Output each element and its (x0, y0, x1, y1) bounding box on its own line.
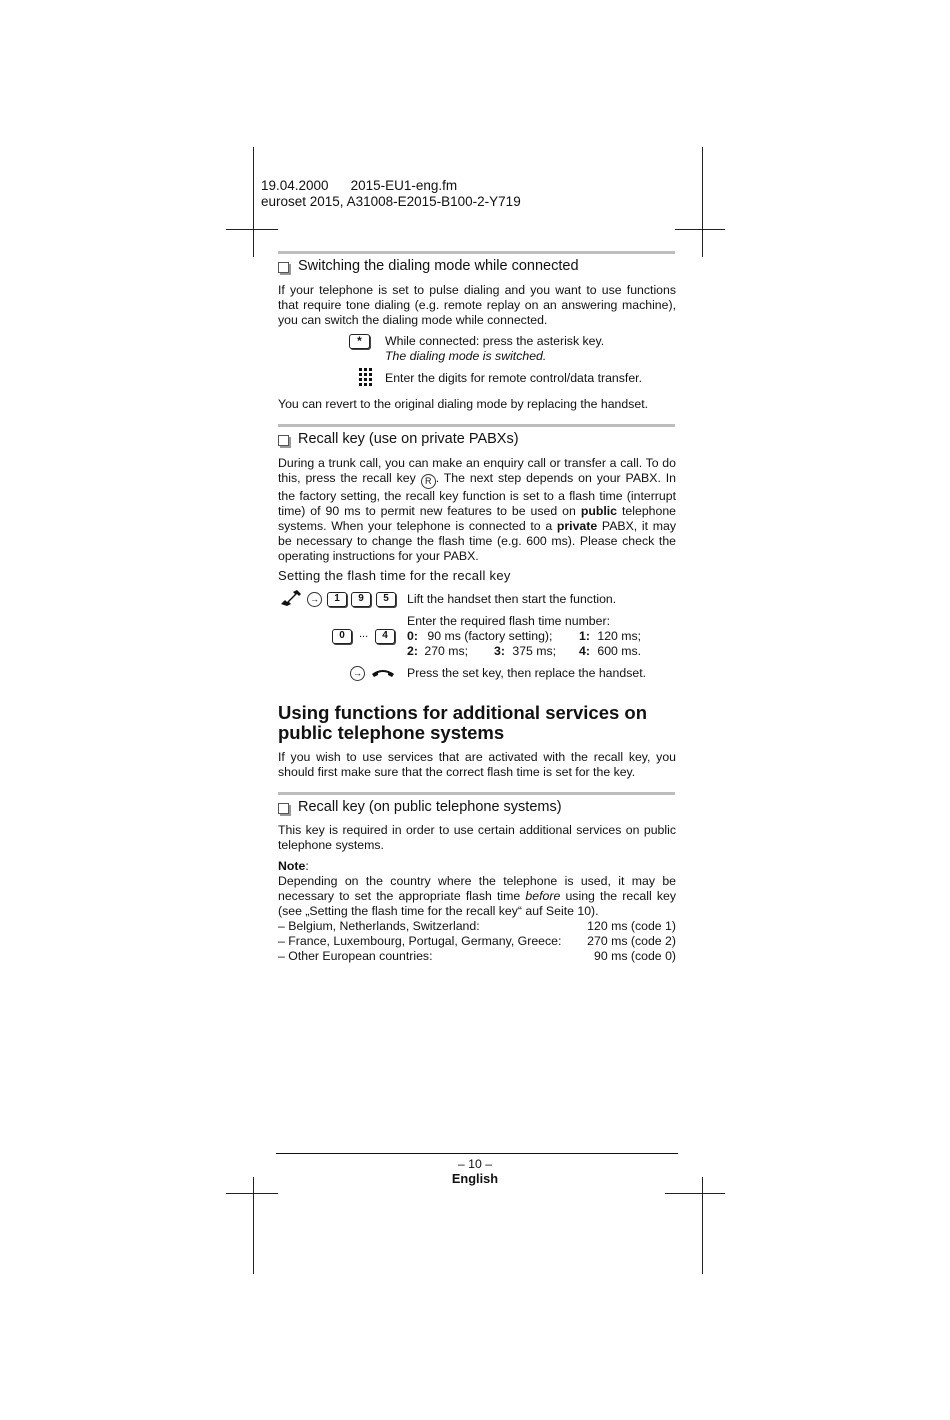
opt3-code: 3: (494, 644, 505, 658)
public-word: public (580, 504, 618, 518)
checkbox-bullet-icon (278, 262, 289, 273)
section2-body (278, 456, 676, 564)
crop-mark (226, 229, 278, 230)
opt4-value: 600 ms. (597, 644, 642, 658)
section1-title: Switching the dialing mode while connected (298, 258, 579, 274)
doc-header (261, 178, 521, 210)
section-title (278, 431, 519, 447)
country-value: 120 ms (code 1) (587, 919, 676, 933)
header-product: euroset 2015, A31008-E2015-B100-2-Y719 (261, 194, 521, 209)
note-label (278, 859, 309, 874)
step-asterisk (385, 334, 604, 364)
crop-mark (675, 229, 725, 230)
section4-title: Recall key (on public telephone systems) (298, 799, 562, 815)
step-digits-text: Enter the digits for remote control/data transfer. (385, 371, 642, 385)
step-enter-text: Enter the required flash time number: (407, 614, 611, 628)
section-rule (278, 424, 675, 427)
section2-title: Recall key (use on private PABXs) (298, 431, 519, 447)
flash-time-subhead: Setting the flash time for the recall key (278, 568, 511, 583)
handset-replace-icon (372, 668, 394, 678)
main-heading-line1: Using functions for additional services on (278, 702, 648, 723)
step-set-text: Press the set key, then replace the handset. (407, 666, 647, 680)
checkbox-bullet-icon (278, 803, 289, 814)
section4-intro: This key is required in order to use certain additional services on public telephone systems. (278, 823, 676, 852)
country-name: – France, Luxembourg, Portugal, Germany, Greece: (278, 934, 562, 948)
crop-mark (702, 147, 703, 257)
asterisk-key-icon: * (349, 334, 370, 349)
crop-mark (665, 1193, 725, 1194)
crop-mark (702, 1177, 703, 1274)
main-heading-line2: public telephone systems (278, 722, 505, 743)
footer-language: English (451, 1171, 499, 1186)
opt1-value: 120 ms; (597, 629, 642, 643)
header-date: 19.04.2000 (261, 178, 329, 193)
country-value: 270 ms (code 2) (587, 934, 676, 948)
opt2-value: 270 ms; (424, 644, 469, 658)
key-0: 0 (332, 629, 352, 644)
key-range-ellipsis: ... (359, 628, 369, 640)
note-colon: : (305, 859, 309, 873)
private-word: private (556, 519, 598, 533)
set-key-icon: → (350, 666, 365, 681)
opt0-value: 90 ms (factory setting); (427, 629, 553, 643)
step-asterisk-result: The dialing mode is switched. (385, 349, 547, 363)
section2-text-b: . The next step depends on your PABX. In the factory setting, the recall key function is set to a flash time (interrupt time) of 90 ms to permit new features to be used on (278, 471, 676, 518)
section2-text-a: During a trunk call, you can make an enquiry call or transfer a call. To do this, press the recall key (278, 456, 676, 485)
recall-key-icon: R (421, 474, 436, 489)
opt4-code: 4: (579, 644, 590, 658)
step-lift-text: Lift the handset then start the function. (407, 592, 617, 606)
note-before-word: before (525, 889, 561, 903)
main-heading (278, 703, 698, 743)
crop-mark (253, 147, 254, 257)
section-rule (278, 251, 675, 254)
opt0-code: 0: (407, 629, 418, 643)
step-asterisk-text: While connected: press the asterisk key. (385, 334, 605, 348)
section2-text-d: PABX, it may be necessary to change the flash time (e.g. 600 ms). Please check the operating instructions for your PABX. (278, 519, 676, 563)
flash-option-1 (579, 629, 641, 644)
note-text-a: Depending on the country where the telephone is used, it may be necessary to set the appropriate flash time (278, 874, 676, 903)
key-5: 5 (376, 592, 396, 607)
note-body (278, 874, 676, 919)
section-rule (278, 792, 675, 795)
opt1-code: 1: (579, 629, 590, 643)
set-key-icon: → (307, 592, 322, 607)
section1-outro: You can revert to the original dialing mode by replacing the handset. (278, 397, 649, 411)
key-1: 1 (327, 592, 347, 607)
country-name: – Belgium, Netherlands, Switzerland: (278, 919, 480, 933)
country-value: 90 ms (code 0) (593, 949, 676, 963)
keypad-icon (359, 368, 373, 386)
section2-text-c: telephone systems. When your telephone is connected to a (278, 504, 677, 533)
section3-intro: If you wish to use services that are activated with the recall key, you should first make sure that the correct flash time is set for the key. (278, 750, 676, 779)
opt3-value: 375 ms; (512, 644, 557, 658)
section-title (278, 258, 579, 274)
section-title (278, 799, 562, 815)
crop-mark (253, 1177, 254, 1274)
footer-rule (276, 1153, 678, 1154)
flash-option-4 (579, 644, 641, 659)
flash-option-0 (407, 629, 552, 644)
section1-intro: If your telephone is set to pulse dialing and you want to use functions that require tone dialing (e.g. remote replay on an answering machine), you can switch the dialing mode while connected. (278, 283, 676, 327)
header-file: 2015-EU1-eng.fm (350, 178, 458, 193)
crop-mark (226, 1193, 278, 1194)
opt2-code: 2: (407, 644, 418, 658)
note-text-b: using the recall key (see „Setting the flash time for the recall key“ auf Seite 10). (278, 889, 676, 918)
note-label-text: Note (278, 859, 306, 873)
checkbox-bullet-icon (278, 435, 289, 446)
flash-option-2 (407, 644, 468, 659)
key-4: 4 (375, 629, 395, 644)
page-number: – 10 – (457, 1157, 493, 1171)
flash-option-3 (494, 644, 556, 659)
country-name: – Other European countries: (278, 949, 433, 963)
key-9: 9 (351, 592, 371, 607)
handset-lift-icon (279, 590, 301, 606)
